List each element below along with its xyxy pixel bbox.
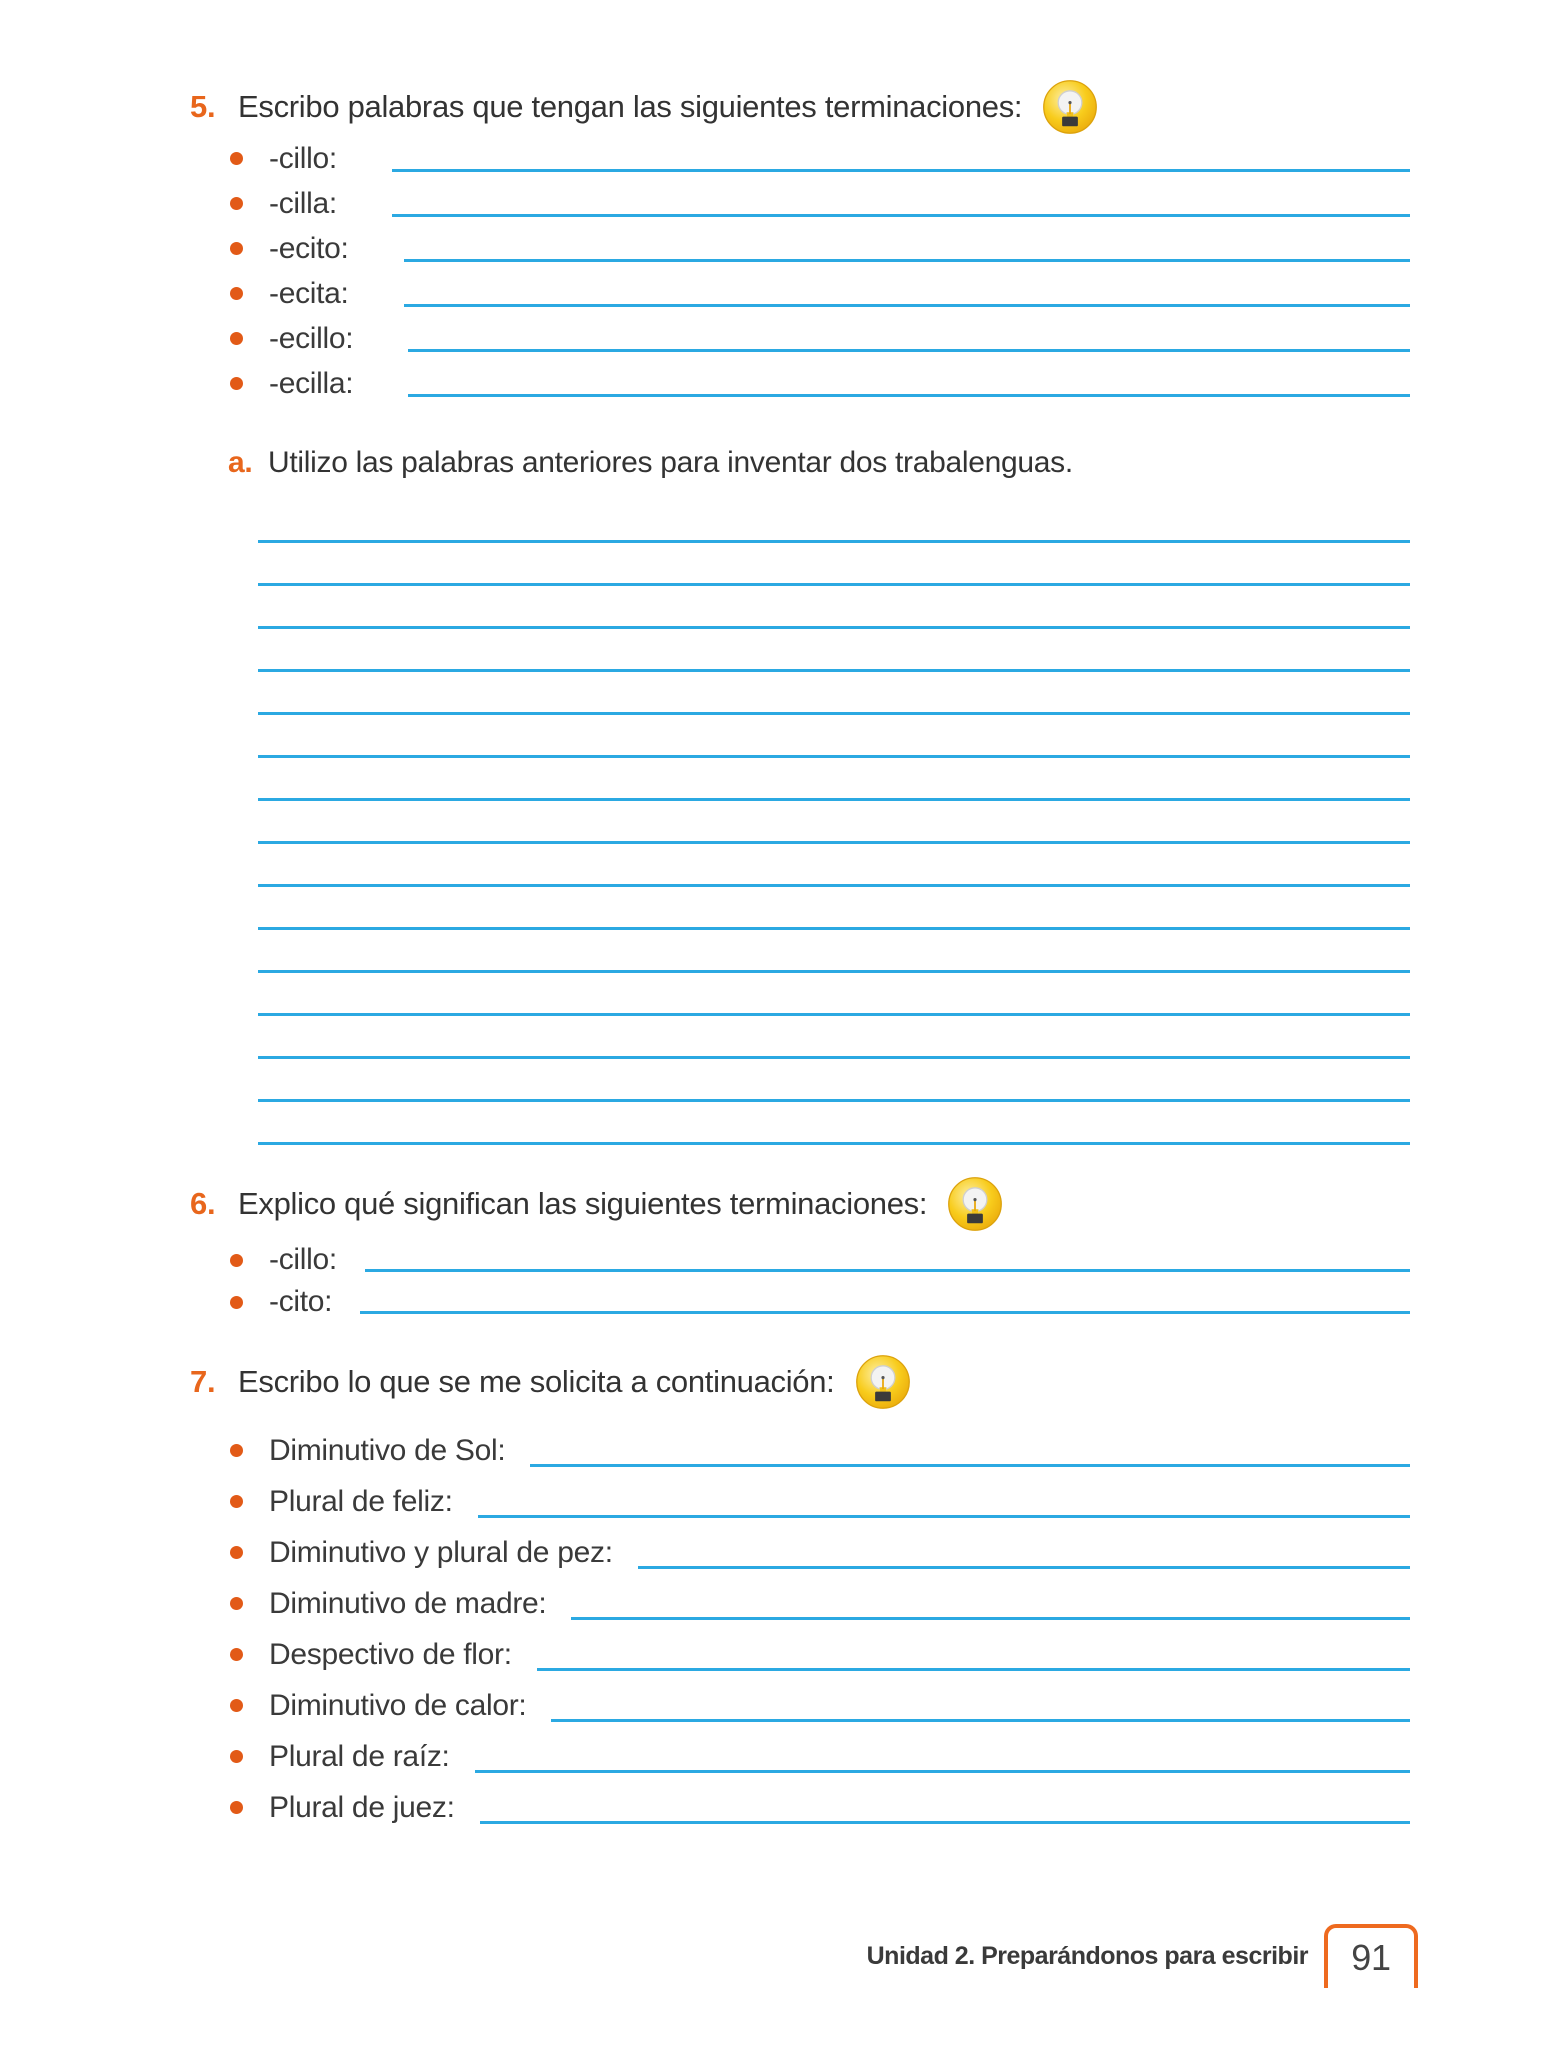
answer-line[interactable] — [404, 259, 1410, 262]
page-number-box — [1324, 1924, 1418, 1988]
page-number: 91 — [1351, 1937, 1391, 1978]
bullet-icon — [230, 1597, 243, 1610]
writing-line[interactable] — [258, 586, 1410, 629]
bullet-label: -cito: — [269, 1285, 333, 1318]
bullet-icon — [230, 152, 243, 165]
bullet-icon — [230, 1296, 243, 1309]
answer-line[interactable] — [392, 214, 1410, 217]
section-6-heading — [190, 1175, 1410, 1233]
answer-line[interactable] — [638, 1566, 1410, 1569]
bullet-label: -cillo: — [269, 1243, 337, 1276]
bullet-label: Diminutivo de Sol: — [269, 1433, 506, 1467]
lightbulb-icon — [855, 1354, 911, 1410]
bullet-icon — [230, 1546, 243, 1559]
bullet-label: Plural de raíz: — [269, 1739, 450, 1773]
bullet-icon — [230, 1444, 243, 1457]
list-item — [230, 271, 1410, 316]
bullet-label: Diminutivo de madre: — [269, 1586, 547, 1620]
bullet-label: -cillo: — [269, 141, 337, 175]
bullet-label: -ecillo: — [269, 321, 354, 355]
section-title: Escribo palabras que tengan las siguientes terminaciones: — [238, 89, 1023, 124]
writing-line[interactable] — [258, 672, 1410, 715]
answer-line[interactable] — [408, 394, 1410, 397]
answer-line[interactable] — [478, 1515, 1410, 1518]
bullet-icon — [230, 1495, 243, 1508]
list-item — [230, 136, 1410, 181]
writing-line[interactable] — [258, 930, 1410, 973]
writing-line[interactable] — [258, 973, 1410, 1016]
list-item — [230, 1731, 1410, 1782]
answer-line[interactable] — [571, 1617, 1410, 1620]
section-5-heading — [190, 78, 1410, 136]
answer-line[interactable] — [530, 1464, 1410, 1467]
writing-line[interactable] — [258, 844, 1410, 887]
answer-line[interactable] — [392, 169, 1410, 172]
bullet-icon — [230, 1750, 243, 1763]
bullet-icon — [230, 1699, 243, 1712]
list-item — [230, 1281, 1410, 1323]
bullet-label: Plural de feliz: — [269, 1484, 453, 1518]
list-item — [230, 1527, 1410, 1578]
answer-line[interactable] — [404, 304, 1410, 307]
list-item — [230, 316, 1410, 361]
list-item — [230, 226, 1410, 271]
section-number: 5. — [190, 89, 216, 124]
list-item — [230, 1425, 1410, 1476]
writing-line[interactable] — [258, 500, 1410, 543]
writing-line[interactable] — [258, 1059, 1410, 1102]
footer-unit-label: Unidad 2. Preparándonos para escribir — [866, 1941, 1308, 1970]
bullet-label: -cilla: — [269, 186, 337, 220]
bullet-icon — [230, 1648, 243, 1661]
list-item — [230, 181, 1410, 226]
bullet-icon — [230, 242, 243, 255]
section-7-heading — [190, 1353, 1410, 1411]
writing-line[interactable] — [258, 629, 1410, 672]
writing-line[interactable] — [258, 715, 1410, 758]
section-title: Explico qué significan las siguientes terminaciones: — [238, 1186, 928, 1221]
answer-line[interactable] — [551, 1719, 1410, 1722]
writing-line[interactable] — [258, 801, 1410, 844]
bullet-label: Despectivo de flor: — [269, 1637, 512, 1671]
list-item — [230, 1239, 1410, 1281]
section-5-bullets — [190, 136, 1410, 406]
bullet-icon — [230, 197, 243, 210]
writing-line[interactable] — [258, 1102, 1410, 1145]
bullet-label: -ecilla: — [269, 366, 354, 400]
page-footer — [867, 1925, 1418, 1987]
answer-line[interactable] — [537, 1668, 1410, 1671]
bullet-icon — [230, 1254, 243, 1267]
page-content — [190, 78, 1410, 1833]
bullet-label: Plural de juez: — [269, 1790, 455, 1824]
writing-line[interactable] — [258, 1016, 1410, 1059]
writing-line[interactable] — [258, 758, 1410, 801]
bullet-label: Diminutivo de calor: — [269, 1688, 527, 1722]
list-item — [230, 1680, 1410, 1731]
section-number: 7. — [190, 1364, 216, 1399]
answer-line[interactable] — [365, 1269, 1410, 1272]
list-item — [230, 361, 1410, 406]
section-7-bullets — [190, 1425, 1410, 1833]
bullet-icon — [230, 332, 243, 345]
answer-line[interactable] — [360, 1311, 1410, 1314]
list-item — [230, 1782, 1410, 1833]
section-title: Escribo lo que se me solicita a continuación: — [238, 1364, 835, 1399]
writing-line[interactable] — [258, 543, 1410, 586]
bullet-label: Diminutivo y plural de pez: — [269, 1535, 613, 1569]
list-item — [230, 1629, 1410, 1680]
lightbulb-icon — [947, 1176, 1003, 1232]
lightbulb-icon — [1042, 79, 1098, 135]
answer-line[interactable] — [475, 1770, 1410, 1773]
bullet-icon — [230, 1801, 243, 1814]
writing-line[interactable] — [258, 887, 1410, 930]
writing-area — [258, 500, 1410, 1145]
bullet-icon — [230, 377, 243, 390]
section-6-bullets — [190, 1239, 1410, 1323]
bullet-label: -ecita: — [269, 276, 349, 310]
bullet-icon — [230, 287, 243, 300]
section-number: 6. — [190, 1186, 216, 1221]
list-item — [230, 1578, 1410, 1629]
bullet-label: -ecito: — [269, 231, 349, 265]
sub-item-a — [228, 446, 1410, 486]
list-item — [230, 1476, 1410, 1527]
sub-item-letter: a. — [228, 446, 253, 479]
answer-line[interactable] — [480, 1821, 1410, 1824]
sub-item-text: Utilizo las palabras anteriores para inventar dos trabalenguas. — [268, 446, 1073, 479]
answer-line[interactable] — [408, 349, 1410, 352]
